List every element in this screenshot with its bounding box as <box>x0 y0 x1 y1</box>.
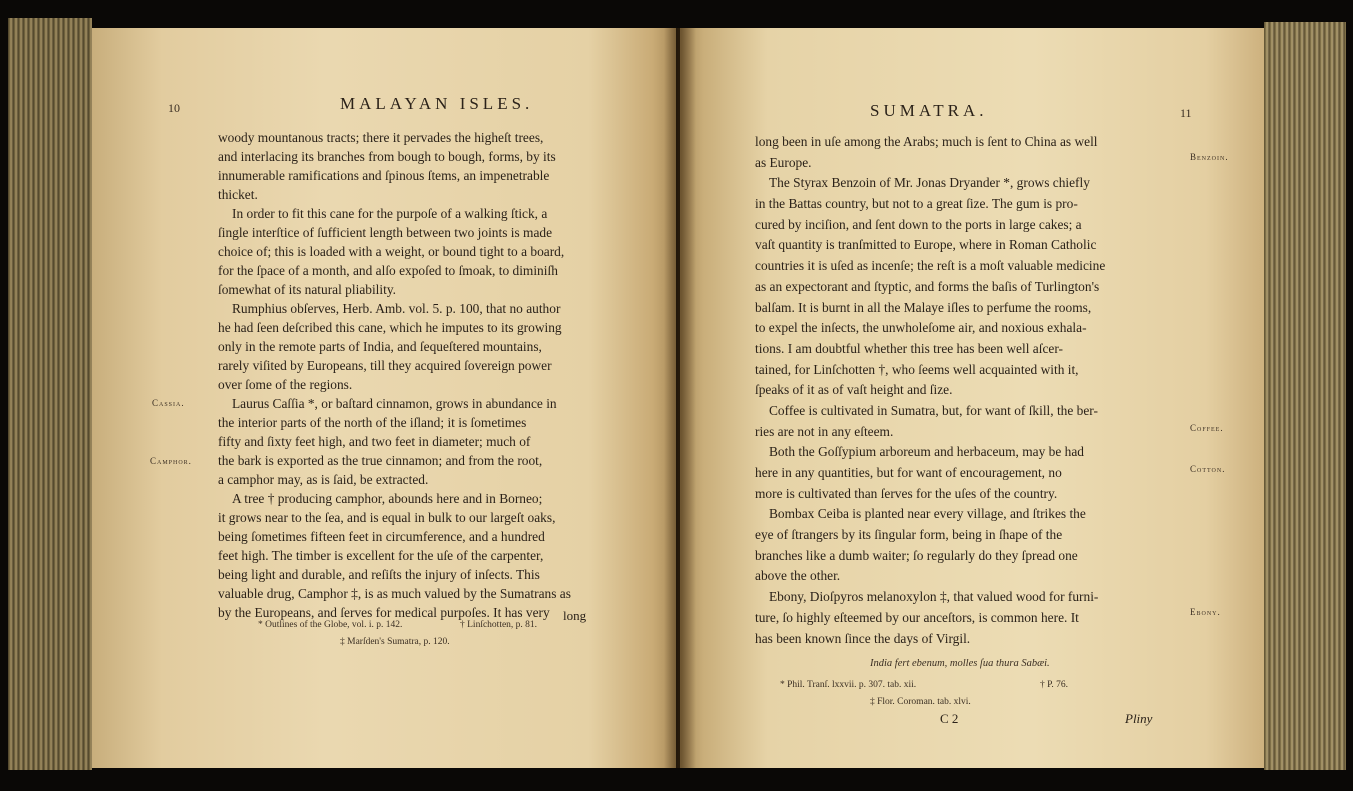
body-line: rarely viſited by Europeans, till they acquired ſovereign power <box>218 358 552 373</box>
body-line: being light and durable, and reſiſts the injury of inſects. This <box>218 567 540 582</box>
body-line: Ebony, Dioſpyros melanoxylon ‡, that valued wood for furni- <box>769 589 1099 605</box>
body-line: it grows near to the ſea, and is equal in bulk to our largeſt oaks, <box>218 510 556 525</box>
body-line: to expel the inſects, the unwholeſome air, and noxious exhala- <box>755 320 1087 336</box>
footnote: ‡ Flor. Coroman. tab. xlvi. <box>870 697 971 707</box>
left-body-text <box>218 128 598 622</box>
body-line: as an expectorant and ſtyptic, and forms the baſis of Turlington's <box>755 278 1100 294</box>
body-line: vaſt quantity is tranſmitted to Europe, where in Roman Catholic <box>755 237 1097 253</box>
left-running-head: MALAYAN ISLES. <box>340 94 534 113</box>
virgil-quote: India fert ebenum, molles ſua thura Sabæi. <box>870 658 1050 669</box>
right-page-edges <box>1264 22 1346 770</box>
right-body-text <box>755 132 1150 649</box>
body-line: in the Battas country, but not to a great ſize. The gum is pro- <box>755 196 1078 212</box>
body-line: above the other. <box>755 568 841 584</box>
body-line: and interlacing its branches from bough to bough, forms, by its <box>218 149 556 164</box>
margin-note-benzoin: Benzoin. <box>1190 152 1229 162</box>
body-line: tions. I am doubtful whether this tree has been well aſcer- <box>755 340 1063 356</box>
margin-note-cassia: Cassia. <box>152 398 185 408</box>
body-line: Bombax Ceiba is planted near every village, and ſtrikes the <box>769 506 1086 522</box>
body-line: ſingle interſtice of ſufficient length between two joints is made <box>218 225 553 240</box>
body-line: In order to fit this cane for the purpoſe of a walking ſtick, a <box>232 206 548 221</box>
body-line: ſomewhat of its natural pliability. <box>218 282 397 297</box>
body-line: valuable drug, Camphor ‡, is as much valued by the Sumatrans as <box>218 586 571 601</box>
footnote: * Phil. Tranſ. lxxvii. p. 307. tab. xii. <box>780 680 917 690</box>
left-page-number: 10 <box>168 101 180 115</box>
body-line: choice of; this is loaded with a weight, or bound tight to a board, <box>218 244 565 259</box>
body-line: ture, ſo highly eſteemed by our anceſtors, is common here. It <box>755 609 1079 625</box>
margin-note-coffee: Coffee. <box>1190 423 1224 433</box>
body-line: thicket. <box>218 187 258 202</box>
signature-mark: C 2 <box>940 711 959 726</box>
body-line: ries are not in any eſteem. <box>755 423 894 439</box>
body-line: countries it is uſed as incenſe; the reſt is a moſt valuable medicine <box>755 258 1106 274</box>
body-line: here in any quantities, but for want of encouragement, no <box>755 465 1062 480</box>
body-line: innumerable ramifications and ſpinous ſtems, an impenetrable <box>218 168 550 183</box>
body-line: over ſome of the regions. <box>218 377 353 392</box>
body-line: long been in uſe among the Arabs; much is ſent to China as well <box>755 134 1098 149</box>
body-line: a camphor may, as is ſaid, be extracted. <box>218 472 429 487</box>
margin-note-cotton: Cotton. <box>1190 464 1226 474</box>
right-page-number: 11 <box>1180 106 1192 120</box>
body-line: A tree † producing camphor, abounds here and in Borneo; <box>232 491 543 506</box>
margin-note-camphor: Camphor. <box>150 456 192 466</box>
body-line: as Europe. <box>755 154 812 170</box>
left-page-edges <box>8 18 92 770</box>
body-line: by the Europeans, and ſerves for medical purpoſes. It has very <box>218 605 550 620</box>
right-running-head: SUMATRA. <box>870 101 988 120</box>
body-line: Rumphius obſerves, Herb. Amb. vol. 5. p. 100, that no author <box>232 301 561 316</box>
footnote: * Outlines of the Globe, vol. i. p. 142. <box>258 620 403 630</box>
body-line: the bark is exported as the true cinnamon; and from the root, <box>218 453 543 468</box>
footnote: † Linſchotten, p. 81. <box>460 620 538 630</box>
body-line: balſam. It is burnt in all the Malaye iſles to perfume the rooms, <box>755 299 1092 315</box>
body-line: eye of ſtrangers by its ſingular form, being in ſhape of the <box>755 527 1063 543</box>
body-line: woody mountanous tracts; there it pervades the higheſt trees, <box>218 130 544 145</box>
margin-note-ebony: Ebony. <box>1190 607 1221 617</box>
body-line: feet high. The timber is excellent for the uſe of the carpenter, <box>218 548 544 563</box>
book-gutter <box>664 28 696 768</box>
body-line: Coffee is cultivated in Sumatra, but, for want of ſkill, the ber- <box>769 402 1098 418</box>
body-line: has been known ſince the days of Virgil. <box>755 630 971 646</box>
body-line: cured by inciſion, and ſent down to the ports in large cakes; a <box>755 216 1082 232</box>
footnote: ‡ Marſden's Sumatra, p. 120. <box>340 637 450 647</box>
body-line: The Styrax Benzoin of Mr. Jonas Dryander *, grows chiefly <box>769 175 1090 191</box>
body-line: being ſometimes fifteen feet in circumference, and a hundred <box>218 529 545 544</box>
catchword: long <box>563 608 587 623</box>
body-line: Both the Goſſypium arboreum and herbaceum, may be had <box>769 444 1084 460</box>
body-line: the interior parts of the north of the iſland; it is ſometimes <box>218 415 527 430</box>
body-line: he had ſeen deſcribed this cane, which he imputes to its growing <box>218 320 562 335</box>
body-line: branches like a dumb waiter; ſo regularly do they ſpread one <box>755 547 1078 563</box>
body-line: more is cultivated than ſerves for the uſes of the country. <box>755 485 1058 501</box>
body-line: tained, for Linſchotten †, who ſeems well acquainted with it, <box>755 361 1079 377</box>
body-line: for the ſpace of a month, and alſo expoſed to ſmoak, to diminiſh <box>218 263 558 278</box>
body-line: ſpeaks of it as of vaſt height and ſize. <box>755 382 953 398</box>
footnote: † P. 76. <box>1040 680 1068 690</box>
catchword: Pliny <box>1125 711 1153 726</box>
body-line: Laurus Caſſia *, or baſtard cinnamon, grows in abundance in <box>232 396 557 411</box>
body-line: fifty and ſixty feet high, and two feet in diameter; much of <box>218 434 531 449</box>
body-line: only in the remote parts of India, and ſequeſtered mountains, <box>218 339 542 354</box>
